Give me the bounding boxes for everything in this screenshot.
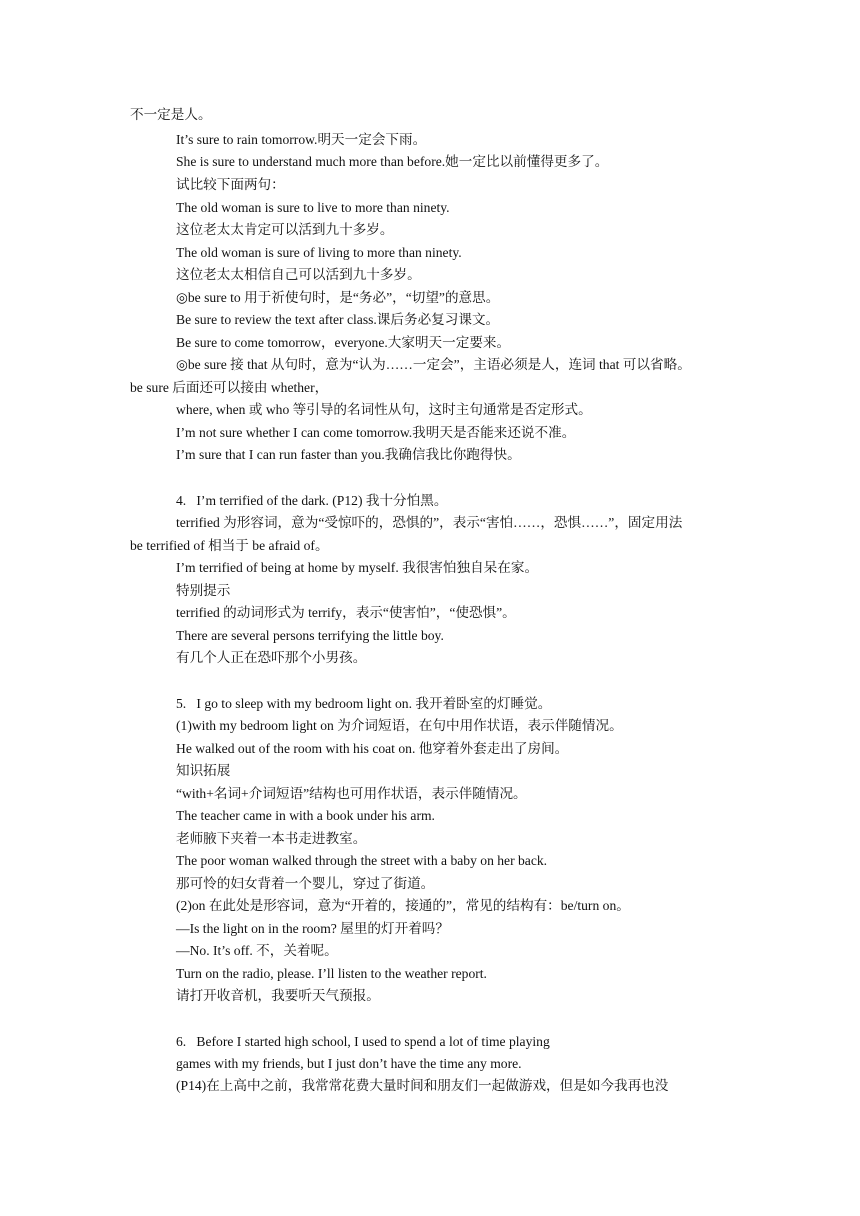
text-line: He walked out of the room with his coat on. 他穿着外套走出了房间。 — [176, 741, 569, 756]
text-line: 请打开收音机，我要听天气预报。 — [176, 988, 380, 1003]
text-line: 老师腋下夹着一本书走进教室。 — [176, 831, 367, 846]
text-line: —No. It’s off. 不，关着呢。 — [176, 943, 338, 958]
text-line: ◎be sure to 用于祈使句时，是“务必”，“切望”的意思。 — [176, 290, 500, 305]
text-line: 试比较下面两句： — [176, 177, 285, 192]
section-heading: 5. I go to sleep with my bedroom light on. 我开着卧室的灯睡觉。 — [176, 696, 552, 711]
text-line: (2)on 在此处是形容词，意为“开着的，接通的”，常见的结构有：be/turn on。 — [176, 898, 630, 913]
text-line: —Is the light on in the room? 屋里的灯开着吗？ — [176, 921, 449, 936]
text-line: Turn on the radio, please. I’ll listen to the weather report. — [176, 966, 487, 981]
text-line: 有几个人正在恐吓那个小男孩。 — [176, 650, 367, 665]
text-line: Be sure to review the text after class.课后务必复习课文。 — [176, 312, 500, 327]
text-line: 这位老太太相信自己可以活到九十多岁。 — [176, 267, 421, 282]
text-line: (P14)在上高中之前，我常常花费大量时间和朋友们一起做游戏，但是如今我再也没 — [176, 1078, 669, 1093]
text-line: games with my friends, but I just don’t have the time any more. — [176, 1056, 522, 1071]
text-line: There are several persons terrifying the little boy. — [176, 628, 444, 643]
text-line: be sure 后面还可以接由 whether， — [130, 380, 329, 395]
text-line: ◎be sure 接 that 从句时，意为“认为……一定会”，主语必须是人，连词 that 可以省略。 — [176, 357, 691, 372]
text-line: The poor woman walked through the street with a baby on her back. — [176, 853, 548, 868]
text-line: It’s sure to rain tomorrow.明天一定会下雨。 — [176, 132, 427, 147]
text-line: Be sure to come tomorrow，everyone.大家明天一定要来。 — [176, 335, 511, 350]
text-line: terrified 的动词形式为 terrify，表示“使害怕”，“使恐惧”。 — [176, 605, 516, 620]
text-line: terrified 为形容词，意为“受惊吓的，恐惧的”，表示“害怕……，恐惧……”，固定用法 — [176, 515, 683, 530]
text-line: The old woman is sure of living to more than ninety. — [176, 245, 462, 260]
text-line: be terrified of 相当于 be afraid of。 — [130, 538, 329, 553]
text-line: 那可怜的妇女背着一个婴儿，穿过了街道。 — [176, 876, 435, 891]
text-line: where, when 或 who 等引导的名词性从句，这时主句通常是否定形式。 — [176, 402, 592, 417]
section-heading: 4. I’m terrified of the dark. (P12) 我十分怕黑。 — [176, 493, 448, 508]
text-line: The teacher came in with a book under his arm. — [176, 808, 435, 823]
text-line: 这位老太太肯定可以活到九十多岁。 — [176, 222, 394, 237]
text-line: “with+名词+介词短语”结构也可用作状语，表示伴随情况。 — [176, 786, 527, 801]
text-line: I’m not sure whether I can come tomorrow.我明天是否能来还说不准。 — [176, 425, 576, 440]
text-line: I’m sure that I can run faster than you.我确信我比你跑得快。 — [176, 447, 521, 462]
text-line: I’m terrified of being at home by myself. 我很害怕独自呆在家。 — [176, 560, 539, 575]
text-line: 不一定是人。 — [130, 107, 212, 122]
text-line: (1)with my bedroom light on 为介词短语，在句中用作状语，表示伴随情况。 — [176, 718, 623, 733]
text-line: 特别提示 — [176, 583, 231, 598]
section-heading: 6. Before I started high school, I used to spend a lot of time playing — [176, 1034, 550, 1049]
text-line: 知识拓展 — [176, 763, 231, 778]
text-line: She is sure to understand much more than before.她一定比以前懂得更多了。 — [176, 154, 609, 169]
text-line: The old woman is sure to live to more than ninety. — [176, 200, 450, 215]
